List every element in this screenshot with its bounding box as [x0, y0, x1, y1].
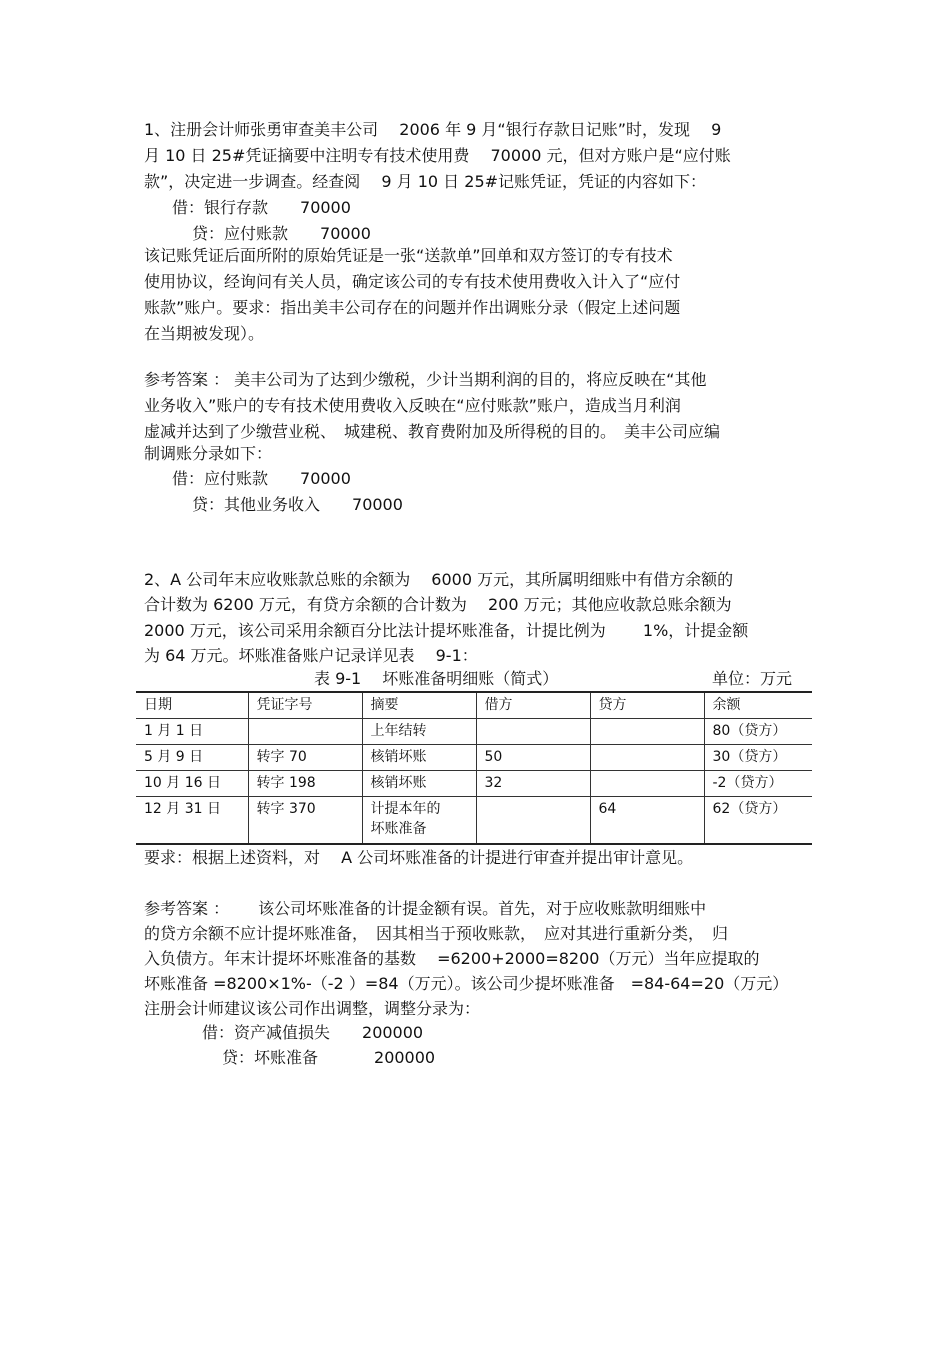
- q1-line-7: 在当期被发现）。: [144, 324, 265, 343]
- q1-line-6: 账款”账户。要求：指出美丰公司存在的问题并作出调账分录（假定上述问题: [144, 298, 681, 317]
- cell-date: 5 月 9 日: [136, 745, 248, 771]
- q2-answer-line-2: 的贷方余额不应计提坏账准备， 因其相当于预收账款， 应对其进行重新分类， 归: [144, 924, 729, 943]
- cell-date: 10 月 16 日: [136, 771, 248, 797]
- cell-credit: [590, 745, 704, 771]
- cell-balance: 30（贷方）: [704, 745, 812, 771]
- cell-date: 12 月 31 日: [136, 797, 248, 845]
- table-caption: 表 9-1 坏账准备明细账（简式）: [314, 669, 559, 688]
- cell-voucher: 转字 70: [248, 745, 362, 771]
- cell-credit: [590, 719, 704, 745]
- header-voucher: 凭证字号: [248, 692, 362, 719]
- header-summary: 摘要: [362, 692, 476, 719]
- cell-balance: 80（贷方）: [704, 719, 812, 745]
- q1-debit-amount: 70000: [300, 198, 351, 217]
- q1-line-5: 使用协议，经询问有关人员，确定该公司的专有技术使用费收入计入了“应付: [144, 272, 681, 291]
- q1-debit-entry: [172, 195, 832, 221]
- q1-answer-credit: [192, 492, 852, 518]
- q1-answer-debit-amount: 70000: [300, 469, 351, 488]
- q2-requirement: 要求：根据上述资料，对 A 公司坏账准备的计提进行审查并提出审计意见。: [144, 848, 694, 867]
- q2-answer-line-3: 入负债方。年末计提坏坏账准备的基数 =6200+2000=8200（万元）当年应提取的: [144, 949, 760, 968]
- q2-line-4: 为 64 万元。坏账准备账户记录详见表 9-1：: [144, 646, 478, 665]
- q1-line-3: 款”，决定进一步调查。经查阅 9 月 10 日 25#记账凭证，凭证的内容如下：: [144, 172, 707, 191]
- cell-summary: 核销坏账: [362, 745, 476, 771]
- q1-answer-debit-label: 借：应付账款: [172, 469, 269, 488]
- q1-line-2: 月 10 日 25#凭证摘要中注明专有技术使用费 70000 元，但对方账户是“应付账: [144, 146, 731, 165]
- cell-voucher: 转字 198: [248, 771, 362, 797]
- cell-credit: 64: [590, 797, 704, 845]
- cell-debit: 32: [476, 771, 590, 797]
- header-balance: 余额: [704, 692, 812, 719]
- q1-debit-label: 借：银行存款: [172, 198, 269, 217]
- q1-answer-debit: [172, 466, 832, 492]
- cell-voucher: [248, 719, 362, 745]
- q1-answer-credit-label: 贷：其他业务收入: [192, 495, 321, 514]
- q1-answer-line-1: 参考答案 ： 美丰公司为了达到少缴税，少计当期利润的目的，将应反映在“其他: [144, 370, 707, 389]
- table-unit: 单位：万元: [712, 669, 793, 688]
- q1-credit-label: 贷：应付账款: [192, 224, 289, 243]
- cell-summary: 核销坏账: [362, 771, 476, 797]
- cell-balance: -2（贷方）: [704, 771, 812, 797]
- table-row: [136, 745, 812, 771]
- q2-answer-credit: [222, 1045, 882, 1071]
- q1-answer-line-3: 虚减并达到了少缴营业税、 城建税、教育费附加及所得税的目的。 美丰公司应编: [144, 422, 721, 441]
- header-debit: 借方: [476, 692, 590, 719]
- q2-answer-credit-label: 贷：坏账准备: [222, 1048, 319, 1067]
- cell-summary: 计提本年的 坏账准备: [362, 797, 476, 845]
- table-header-row: [136, 692, 812, 719]
- q2-answer-line-5: 注册会计师建议该公司作出调整，调整分录为：: [144, 999, 481, 1018]
- q2-line-3: 2000 万元，该公司采用余额百分比法计提坏账准备，计提比例为 1%，计提金额: [144, 621, 749, 640]
- cell-summary: 上年结转: [362, 719, 476, 745]
- q2-line-2: 合计数为 6200 万元，有贷方余额的合计数为 200 万元；其他应收款总账余额为: [144, 595, 732, 614]
- header-date: 日期: [136, 692, 248, 719]
- bad-debt-ledger-table: [136, 691, 812, 845]
- table-row: [136, 797, 812, 845]
- table-row: [136, 771, 812, 797]
- header-credit: 贷方: [590, 692, 704, 719]
- q1-answer-credit-amount: 70000: [352, 495, 403, 514]
- cell-balance: 62（贷方）: [704, 797, 812, 845]
- cell-credit: [590, 771, 704, 797]
- q1-answer-line-2: 业务收入”账户的专有技术使用费收入反映在“应付账款”账户，造成当月利润: [144, 396, 681, 415]
- cell-debit: [476, 797, 590, 845]
- q2-answer-credit-amount: 200000: [374, 1048, 436, 1067]
- cell-date: 1 月 1 日: [136, 719, 248, 745]
- q2-answer-line-1: 参考答案 ： 该公司坏账准备的计提金额有误。首先，对于应收账款明细账中: [144, 899, 707, 918]
- cell-debit: [476, 719, 590, 745]
- q2-answer-line-4: 坏账准备 =8200×1%-（-2 ）=84（万元）。该公司少提坏账准备 =84-64=20（万元）: [144, 974, 789, 993]
- q1-answer-line-4: 制调账分录如下：: [144, 444, 273, 463]
- q2-answer-debit-label: 借：资产减值损失: [202, 1023, 331, 1042]
- cell-voucher: 转字 370: [248, 797, 362, 845]
- q1-line-4: 该记账凭证后面所附的原始凭证是一张“送款单”回单和双方签订的专有技术: [144, 246, 673, 265]
- q2-line-1: 2、A 公司年末应收账款总账的余额为 6000 万元，其所属明细账中有借方余额的: [144, 570, 734, 589]
- cell-debit: 50: [476, 745, 590, 771]
- q1-line-1: 1、注册会计师张勇审查美丰公司 2006 年 9 月“银行存款日记账”时，发现 9: [144, 120, 722, 139]
- q1-credit-amount: 70000: [320, 224, 371, 243]
- q2-answer-debit: [202, 1020, 862, 1046]
- q2-answer-debit-amount: 200000: [362, 1023, 424, 1042]
- table-row: [136, 719, 812, 745]
